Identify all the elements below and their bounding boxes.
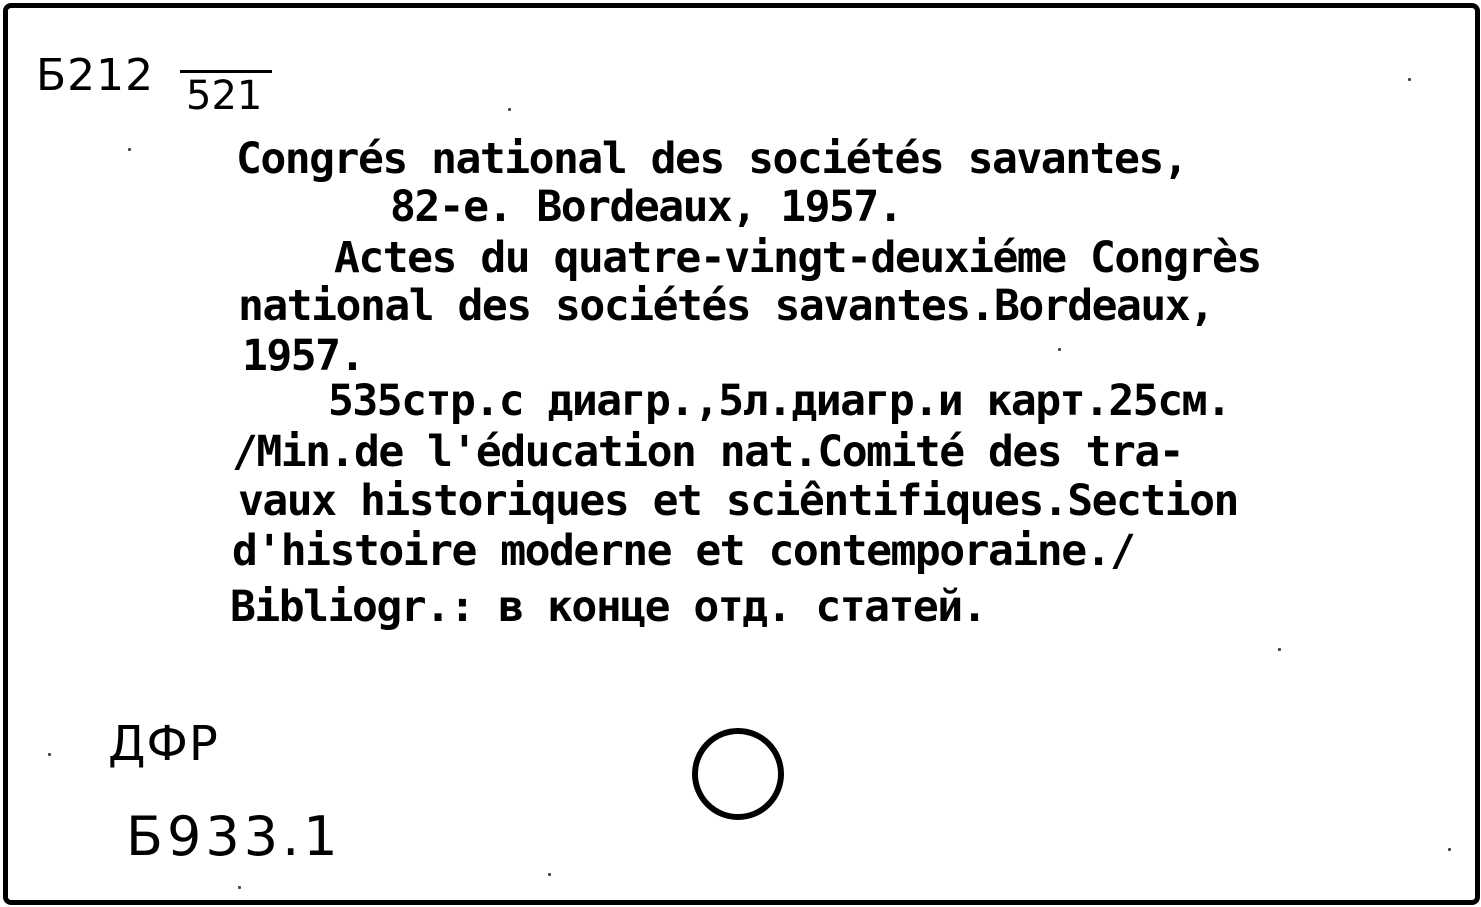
scan-speck xyxy=(238,886,241,889)
catalog-card xyxy=(3,3,1480,905)
record-line-4: national des sociétés savantes.Bordeaux, xyxy=(238,281,1214,331)
record-line-6: 535стр.с диагр.,5л.диагр.и карт.25см. xyxy=(328,376,1231,426)
record-line-8: vaux historiques et sciêntifiques.Section xyxy=(238,476,1238,526)
scan-speck xyxy=(1058,348,1061,351)
handwritten-code: ДФР xyxy=(108,716,219,772)
handwritten-shelf-number: Б212 xyxy=(36,50,155,101)
card-punch-hole xyxy=(692,728,784,820)
record-line-10: Bibliogr.: в конце отд. статей. xyxy=(230,582,987,632)
record-line-9: d'histoire moderne et contemporaine./ xyxy=(232,526,1135,576)
scan-speck xyxy=(128,148,131,151)
scan-speck xyxy=(508,108,511,111)
scan-speck xyxy=(1408,78,1411,81)
scan-speck xyxy=(48,753,51,756)
record-line-2: 82-e. Bordeaux, 1957. xyxy=(390,182,903,232)
scan-speck xyxy=(1278,648,1281,651)
record-line-5: 1957. xyxy=(242,331,364,381)
record-line-1: Congrés national des sociétés savantes, xyxy=(236,134,1188,184)
record-line-7: /Min.de l'éducation nat.Comité des tra- xyxy=(232,427,1184,477)
overline xyxy=(180,70,272,73)
scan-speck xyxy=(548,873,551,876)
record-line-3: Actes du quatre-vingt-deuxiéme Congrès xyxy=(334,233,1261,283)
handwritten-sub-number-text: 521 xyxy=(186,73,263,119)
handwritten-sub-number xyxy=(186,73,263,119)
handwritten-call-number: Б933.1 xyxy=(126,805,342,868)
scan-speck xyxy=(1448,848,1451,851)
